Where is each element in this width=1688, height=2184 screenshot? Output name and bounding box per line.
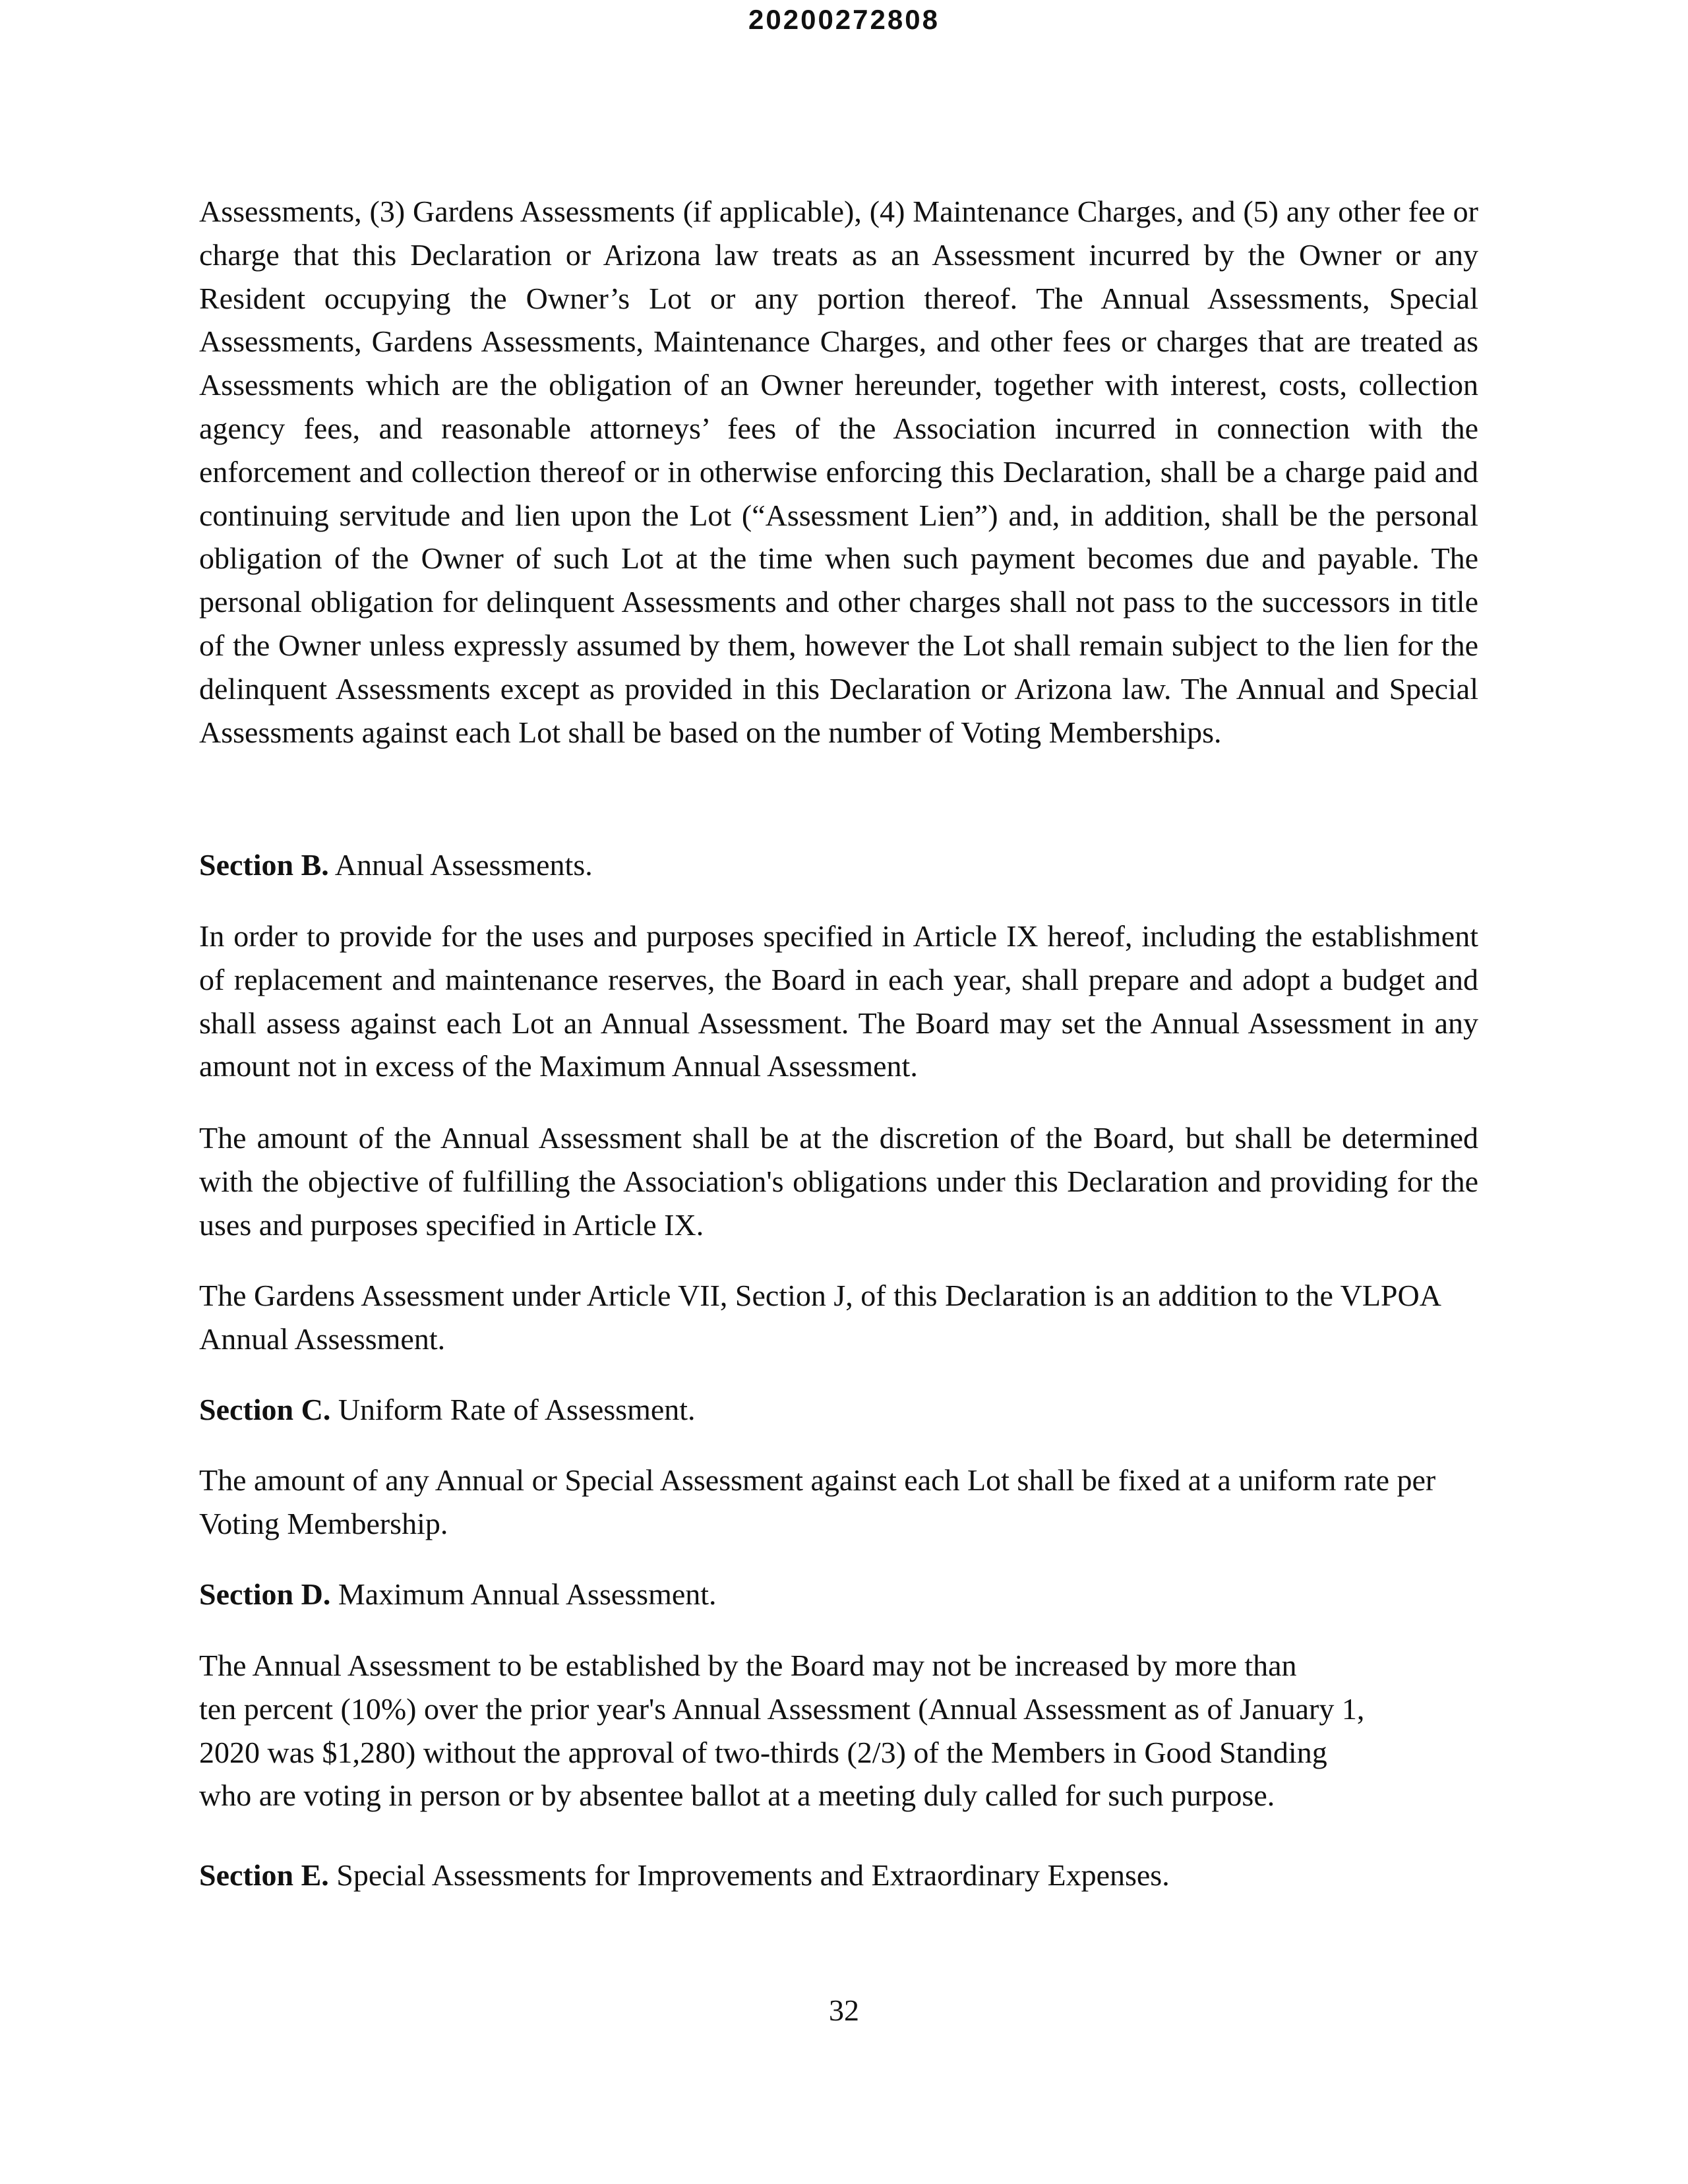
section-b-title: Annual Assessments. bbox=[328, 848, 593, 882]
section-c-label: Section C. bbox=[199, 1393, 331, 1426]
paragraph-annual-assessments: In order to provide for the uses and purposes specified in Article IX hereof, including the establishment of replacement and maintenance reserves, the Board in each year, shall prepare and adopt a budget and shall assess against each Lot an Annual Assessment. The Board may set the Annual Assessment in any amount not in excess of the Maximum Annual Assessment. bbox=[199, 919, 1478, 1083]
section-d-label: Section D. bbox=[199, 1577, 331, 1611]
section-d-heading bbox=[199, 1573, 1478, 1616]
paragraph-line: 2020 was $1,280) without the approval of two-thirds (2/3) of the Members in Good Standing bbox=[199, 1735, 1327, 1769]
section-b-heading bbox=[199, 843, 1478, 887]
section-c-title: Uniform Rate of Assessment. bbox=[330, 1393, 696, 1426]
section-e-title: Special Assessments for Improvements and Extraordinary Expenses. bbox=[328, 1858, 1170, 1892]
paragraph-line: who are voting in person or by absentee ballot at a meeting duly called for such purpose. bbox=[199, 1778, 1275, 1813]
paragraph-uniform-rate: The amount of any Annual or Special Assessment against each Lot shall be fixed at a uniform rate per Voting Membership. bbox=[199, 1463, 1436, 1540]
section-d-title: Maximum Annual Assessment. bbox=[330, 1577, 717, 1611]
paragraph-assessments-obligation: Assessments, (3) Gardens Assessments (if applicable), (4) Maintenance Charges, and (5) any other fee or charge that this Declaration or Arizona law treats as an Assessment incurred by the Owner or any Resident occupying the Owner’s Lot or any portion thereof. The Annual Assessments, Special Assessments, Gardens Assessments, Maintenance Charges, and other fees or charges that are treated as Assessments which are the obligation of an Owner hereunder, together with interest, costs, collection agency fees, and reasonable attorneys’ fees of the Association incurred in connection with the enforcement and collection thereof or in otherwise enforcing this Declaration, shall be a charge paid and continuing servitude and lien upon the Lot (“Assessment Lien”) and, in addition, shall be the personal obligation of the Owner of such Lot at the time when such payment becomes due and payable. The personal obligation for delinquent Assessments and other charges shall not pass to the successors in title of the Owner unless expressly assumed by them, however the Lot shall remain subject to the lien for the delinquent Assessments except as provided in this Declaration or Arizona law. The Annual and Special Assessments against each Lot shall be based on the number of Voting Memberships. bbox=[199, 195, 1478, 749]
section-e-heading bbox=[199, 1854, 1478, 1897]
paragraph-gardens-assessment: The Gardens Assessment under Article VII, Section J, of this Declaration is an addition to the VLPOA Annual Assessment. bbox=[199, 1279, 1440, 1356]
paragraph-line: ten percent (10%) over the prior year's Annual Assessment (Annual Assessment as of January 1, bbox=[199, 1691, 1365, 1726]
section-c-heading bbox=[199, 1388, 1478, 1432]
paragraph-maximum-annual-assessment bbox=[199, 1644, 1478, 1817]
section-e-label: Section E. bbox=[199, 1858, 329, 1892]
document-number: 20200272808 bbox=[748, 4, 940, 35]
paragraph-line: The Annual Assessment to be established by the Board may not be increased by more than bbox=[199, 1649, 1297, 1682]
page-number: 32 bbox=[829, 1993, 859, 2027]
section-b-label: Section B. bbox=[199, 848, 329, 882]
paragraph-annual-assessment-discretion: The amount of the Annual Assessment shall be at the discretion of the Board, but shall be determined with the objective of fulfilling the Association's obligations under this Declaration and providing for the uses and purposes specified in Article IX. bbox=[199, 1121, 1478, 1242]
